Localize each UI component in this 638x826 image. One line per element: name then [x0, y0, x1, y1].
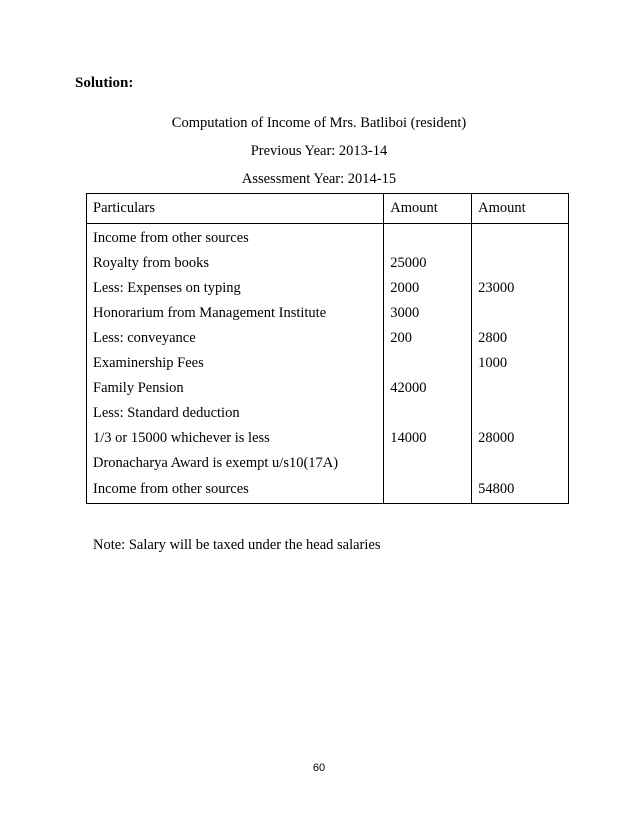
amount1-cell: [384, 451, 472, 476]
table-row-total: [87, 476, 569, 504]
amount2-cell: 23000: [472, 276, 569, 301]
particulars-cell: Honorarium from Management Institute: [87, 301, 384, 326]
table-row: [87, 401, 569, 426]
particulars-cell: Income from other sources: [87, 224, 384, 252]
amount2-cell: [472, 451, 569, 476]
amount1-cell: [384, 476, 472, 504]
amount2-cell: 28000: [472, 426, 569, 451]
amount1-cell: 42000: [384, 376, 472, 401]
amount2-cell: 54800: [472, 476, 569, 504]
solution-heading: Solution:: [75, 75, 134, 91]
particulars-cell: Income from other sources: [87, 476, 384, 504]
amount2-cell: 1000: [472, 351, 569, 376]
table-row: [87, 351, 569, 376]
amount1-cell: 25000: [384, 251, 472, 276]
amount1-cell: [384, 351, 472, 376]
particulars-cell: 1/3 or 15000 whichever is less: [87, 426, 384, 451]
amount1-cell: 200: [384, 326, 472, 351]
particulars-cell: Family Pension: [87, 376, 384, 401]
amount2-cell: [472, 251, 569, 276]
amount1-cell: 14000: [384, 426, 472, 451]
amount2-cell: 2800: [472, 326, 569, 351]
particulars-cell: Less: Expenses on typing: [87, 276, 384, 301]
table-row: [87, 224, 569, 252]
amount2-cell: [472, 401, 569, 426]
header-amount-2: Amount: [472, 194, 569, 224]
amount2-cell: [472, 301, 569, 326]
table-row: [87, 426, 569, 451]
salary-note: Note: Salary will be taxed under the head salaries: [93, 537, 381, 553]
particulars-cell: Royalty from books: [87, 251, 384, 276]
particulars-cell: Dronacharya Award is exempt u/s10(17A): [87, 451, 384, 476]
table-header-row: [87, 194, 569, 224]
header-amount-1: Amount: [384, 194, 472, 224]
particulars-cell: Less: conveyance: [87, 326, 384, 351]
table-row: [87, 301, 569, 326]
income-computation-table: [86, 193, 569, 504]
amount2-cell: [472, 376, 569, 401]
table-row: [87, 376, 569, 401]
particulars-cell: Less: Standard deduction: [87, 401, 384, 426]
amount1-cell: 2000: [384, 276, 472, 301]
table-row: [87, 326, 569, 351]
table-row: [87, 276, 569, 301]
amount2-cell: [472, 224, 569, 252]
amount1-cell: [384, 401, 472, 426]
table-row: [87, 251, 569, 276]
amount1-cell: [384, 224, 472, 252]
table-row: [87, 451, 569, 476]
header-particulars: Particulars: [87, 194, 384, 224]
computation-title: Computation of Income of Mrs. Batliboi (resident): [171, 115, 467, 131]
page-number: 60: [312, 762, 326, 774]
particulars-cell: Examinership Fees: [87, 351, 384, 376]
assessment-year: Assessment Year: 2014-15: [241, 171, 397, 187]
amount1-cell: 3000: [384, 301, 472, 326]
previous-year: Previous Year: 2013-14: [250, 143, 388, 159]
